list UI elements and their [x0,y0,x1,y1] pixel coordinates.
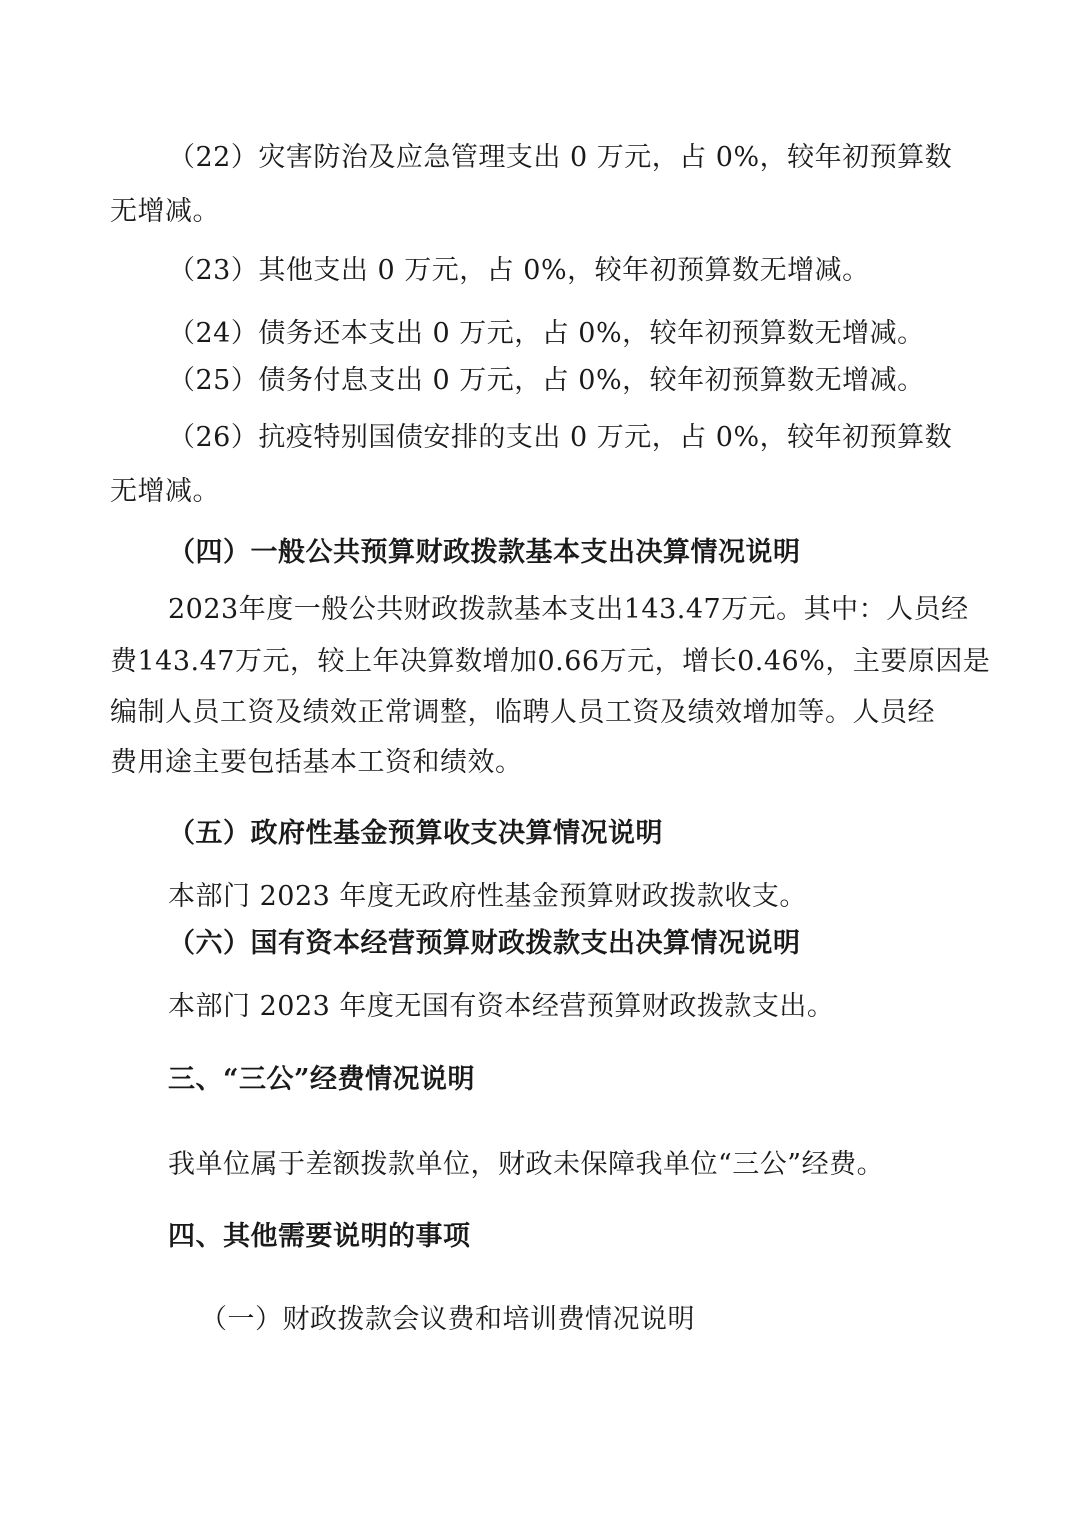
paragraph-three-public-expenses: 我单位属于差额拨款单位，财政未保障我单位“三公”经费。 [168,1149,885,1180]
paragraph-basic-expenditure-line-4: 费用途主要包括基本工资和绩效。 [110,747,523,778]
heading-government-fund: （五）政府性基金预算收支决算情况说明 [168,818,663,849]
item-23: （23）其他支出 0 万元，占 0%，较年初预算数无增减。 [168,255,870,286]
section-three-public-expenses: 三、“三公”经费情况说明 [168,1064,476,1095]
heading-state-capital: （六）国有资本经营预算财政拨款支出决算情况说明 [168,928,801,959]
item-22-line-2: 无增减。 [110,196,220,227]
item-25: （25）债务付息支出 0 万元，占 0%，较年初预算数无增减。 [168,365,925,396]
paragraph-basic-expenditure-line-1: 2023年度一般公共财政拨款基本支出143.47万元。其中：人员经 [168,594,969,625]
section-other-matters: 四、其他需要说明的事项 [168,1221,471,1252]
item-22-line-1: （22）灾害防治及应急管理支出 0 万元，占 0%，较年初预算数 [168,142,953,173]
item-26-line-1: （26）抗疫特别国债安排的支出 0 万元，占 0%，较年初预算数 [168,422,953,453]
heading-basic-expenditure: （四）一般公共预算财政拨款基本支出决算情况说明 [168,537,801,568]
paragraph-government-fund: 本部门 2023 年度无政府性基金预算财政拨款收支。 [168,881,807,912]
heading-meeting-training-fees: （一）财政拨款会议费和培训费情况说明 [200,1304,695,1335]
paragraph-basic-expenditure-line-2: 费143.47万元，较上年决算数增加0.66万元，增长0.46%，主要原因是 [110,646,991,677]
paragraph-basic-expenditure-line-3: 编制人员工资及绩效正常调整，临聘人员工资及绩效增加等。人员经 [110,697,935,728]
item-26-line-2: 无增减。 [110,476,220,507]
paragraph-state-capital: 本部门 2023 年度无国有资本经营预算财政拨款支出。 [168,991,835,1022]
item-24: （24）债务还本支出 0 万元，占 0%，较年初预算数无增减。 [168,318,925,349]
